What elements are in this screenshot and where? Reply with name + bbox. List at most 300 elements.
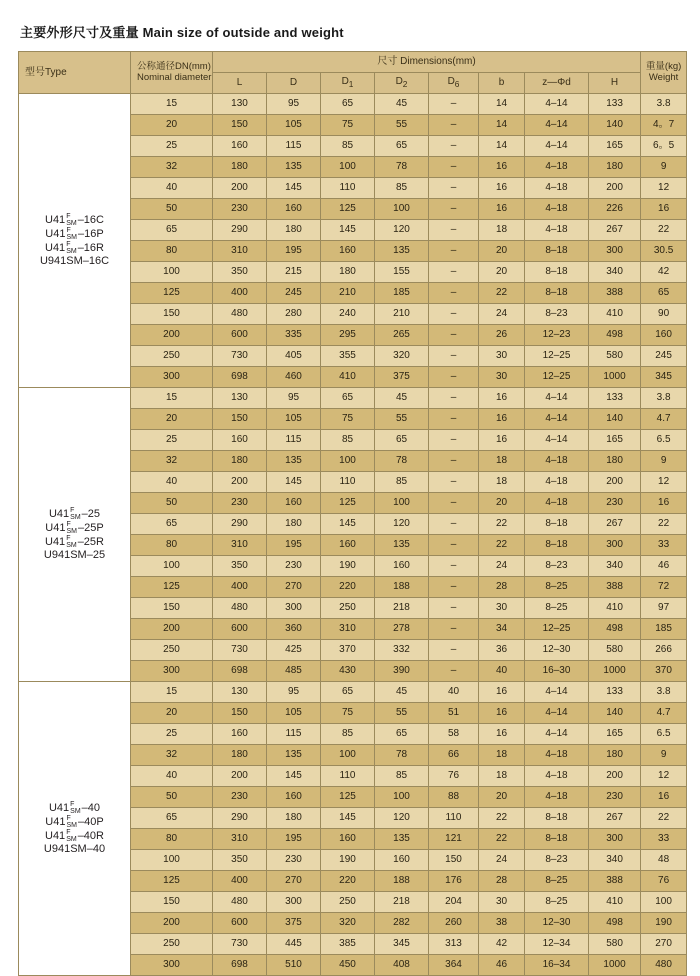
cell-value: –: [429, 472, 479, 493]
cell-value: 22: [641, 220, 687, 241]
cell-value: 125: [321, 493, 375, 514]
cell-nominal-diameter: 50: [131, 787, 213, 808]
cell-value: 16: [479, 409, 525, 430]
cell-value: 345: [375, 934, 429, 955]
cell-value: 600: [213, 619, 267, 640]
cell-value: 65: [375, 430, 429, 451]
cell-value: 190: [321, 850, 375, 871]
type-cell: [19, 388, 131, 682]
cell-nominal-diameter: 20: [131, 409, 213, 430]
cell-value: 16: [641, 493, 687, 514]
cell-value: 65: [375, 136, 429, 157]
cell-value: 145: [321, 808, 375, 829]
cell-value: 90: [641, 304, 687, 325]
cell-value: 180: [589, 745, 641, 766]
type-label: U941SM–16C: [39, 255, 110, 268]
cell-nominal-diameter: 250: [131, 640, 213, 661]
cell-value: –: [429, 556, 479, 577]
cell-value: 375: [375, 367, 429, 388]
cell-value: 4–14: [525, 136, 589, 157]
cell-nominal-diameter: 150: [131, 598, 213, 619]
cell-nominal-diameter: 100: [131, 850, 213, 871]
cell-value: 140: [589, 409, 641, 430]
cell-value: 730: [213, 934, 267, 955]
cell-value: 8–25: [525, 598, 589, 619]
cell-value: 4–18: [525, 178, 589, 199]
cell-value: 12–25: [525, 367, 589, 388]
cell-value: 33: [641, 535, 687, 556]
cell-nominal-diameter: 200: [131, 619, 213, 640]
cell-value: 180: [213, 157, 267, 178]
cell-value: 204: [429, 892, 479, 913]
cell-value: 267: [589, 514, 641, 535]
type-label: U41 F SM –40R: [45, 829, 104, 844]
cell-value: 100: [375, 787, 429, 808]
cell-value: 88: [429, 787, 479, 808]
cell-value: 270: [267, 577, 321, 598]
cell-value: 350: [213, 262, 267, 283]
cell-value: 267: [589, 220, 641, 241]
cell-value: 195: [267, 535, 321, 556]
cell-value: 250: [321, 598, 375, 619]
cell-value: 200: [589, 178, 641, 199]
cell-value: 1000: [589, 955, 641, 976]
cell-value: 4.7: [641, 703, 687, 724]
cell-value: 425: [267, 640, 321, 661]
cell-value: 200: [213, 178, 267, 199]
cell-value: 121: [429, 829, 479, 850]
cell-value: 8–18: [525, 808, 589, 829]
cell-value: 176: [429, 871, 479, 892]
cell-value: 3.8: [641, 94, 687, 115]
cell-value: 332: [375, 640, 429, 661]
cell-value: 400: [213, 577, 267, 598]
cell-value: 145: [267, 766, 321, 787]
cell-value: 405: [267, 346, 321, 367]
cell-value: 300: [267, 892, 321, 913]
cell-value: 445: [267, 934, 321, 955]
cell-value: 20: [479, 787, 525, 808]
cell-value: 210: [375, 304, 429, 325]
cell-value: 310: [213, 829, 267, 850]
cell-value: 105: [267, 115, 321, 136]
cell-value: 42: [641, 262, 687, 283]
cell-value: 145: [267, 178, 321, 199]
cell-value: 8–23: [525, 556, 589, 577]
cell-value: 290: [213, 220, 267, 241]
cell-nominal-diameter: 250: [131, 934, 213, 955]
cell-value: 160: [267, 199, 321, 220]
cell-value: 8–18: [525, 535, 589, 556]
cell-value: 4–18: [525, 745, 589, 766]
cell-value: 22: [479, 829, 525, 850]
cell-value: 16: [479, 682, 525, 703]
cell-value: 100: [641, 892, 687, 913]
cell-value: 55: [375, 409, 429, 430]
cell-value: 135: [375, 535, 429, 556]
cell-nominal-diameter: 80: [131, 535, 213, 556]
cell-value: 16–34: [525, 955, 589, 976]
cell-value: 24: [479, 556, 525, 577]
table-body: [19, 94, 687, 976]
cell-value: 8–18: [525, 262, 589, 283]
cell-value: 22: [479, 535, 525, 556]
cell-value: 16: [479, 703, 525, 724]
cell-nominal-diameter: 32: [131, 157, 213, 178]
cell-value: 110: [321, 178, 375, 199]
cell-value: 46: [479, 955, 525, 976]
cell-value: 28: [479, 871, 525, 892]
cell-value: 180: [213, 745, 267, 766]
cell-value: 30: [479, 598, 525, 619]
cell-value: 730: [213, 640, 267, 661]
cell-value: 300: [589, 241, 641, 262]
cell-value: 165: [589, 430, 641, 451]
header-col-D6: $D_6$: [429, 73, 479, 94]
cell-value: 8–23: [525, 304, 589, 325]
cell-nominal-diameter: 80: [131, 829, 213, 850]
cell-value: –: [429, 535, 479, 556]
cell-value: 40: [479, 661, 525, 682]
cell-value: 145: [321, 220, 375, 241]
cell-value: 95: [267, 682, 321, 703]
cell-nominal-diameter: 40: [131, 766, 213, 787]
type-label: U41 F SM –40P: [45, 815, 104, 830]
cell-value: 76: [429, 766, 479, 787]
cell-value: 65: [641, 283, 687, 304]
cell-value: 155: [375, 262, 429, 283]
type-label: U41 F SM –16C: [45, 213, 104, 228]
cell-value: 22: [479, 283, 525, 304]
cell-value: 14: [479, 115, 525, 136]
cell-value: 430: [321, 661, 375, 682]
cell-value: 85: [321, 430, 375, 451]
type-label: U41 F SM –16P: [45, 227, 104, 242]
cell-value: 180: [321, 262, 375, 283]
cell-value: 160: [321, 241, 375, 262]
cell-value: 698: [213, 955, 267, 976]
cell-value: 218: [375, 892, 429, 913]
cell-value: 510: [267, 955, 321, 976]
header-weight-en: Weight: [648, 71, 679, 83]
cell-value: 460: [267, 367, 321, 388]
cell-value: 16: [479, 388, 525, 409]
cell-value: 133: [589, 682, 641, 703]
cell-value: 20: [479, 493, 525, 514]
cell-value: 110: [321, 766, 375, 787]
cell-value: 4–18: [525, 157, 589, 178]
cell-value: 100: [321, 157, 375, 178]
cell-value: 76: [641, 871, 687, 892]
cell-value: 290: [213, 514, 267, 535]
cell-value: 282: [375, 913, 429, 934]
cell-value: 16: [479, 157, 525, 178]
cell-value: 46: [641, 556, 687, 577]
cell-value: 4–14: [525, 682, 589, 703]
cell-value: 340: [589, 556, 641, 577]
cell-value: 115: [267, 136, 321, 157]
cell-value: 51: [429, 703, 479, 724]
cell-value: 150: [213, 115, 267, 136]
cell-nominal-diameter: 15: [131, 682, 213, 703]
cell-value: 34: [479, 619, 525, 640]
cell-value: 78: [375, 157, 429, 178]
cell-value: 75: [321, 115, 375, 136]
cell-value: 12: [641, 766, 687, 787]
cell-nominal-diameter: 25: [131, 430, 213, 451]
cell-value: –: [429, 136, 479, 157]
cell-value: 180: [267, 514, 321, 535]
cell-value: 160: [375, 850, 429, 871]
cell-value: 75: [321, 409, 375, 430]
cell-value: 4–14: [525, 724, 589, 745]
cell-value: 85: [375, 472, 429, 493]
cell-value: 375: [267, 913, 321, 934]
header-col-D2: $D_2$: [375, 73, 429, 94]
cell-value: 120: [375, 808, 429, 829]
cell-nominal-diameter: 125: [131, 577, 213, 598]
cell-value: 390: [375, 661, 429, 682]
cell-nominal-diameter: 65: [131, 514, 213, 535]
cell-value: –: [429, 577, 479, 598]
cell-value: 300: [589, 829, 641, 850]
cell-nominal-diameter: 65: [131, 220, 213, 241]
cell-value: 350: [213, 556, 267, 577]
cell-value: 480: [213, 304, 267, 325]
cell-value: 40: [429, 682, 479, 703]
cell-value: 400: [213, 871, 267, 892]
cell-value: 230: [589, 787, 641, 808]
cell-value: 4–14: [525, 430, 589, 451]
header-col-zphid: z—Φd: [525, 73, 589, 94]
cell-nominal-diameter: 200: [131, 913, 213, 934]
cell-value: 220: [321, 871, 375, 892]
cell-value: 4–18: [525, 451, 589, 472]
cell-value: 698: [213, 661, 267, 682]
cell-value: 195: [267, 241, 321, 262]
cell-value: 4–18: [525, 787, 589, 808]
cell-value: 24: [479, 850, 525, 871]
cell-value: 85: [375, 766, 429, 787]
cell-value: 290: [213, 808, 267, 829]
cell-value: 188: [375, 577, 429, 598]
cell-value: –: [429, 493, 479, 514]
cell-value: 8–18: [525, 241, 589, 262]
cell-value: 400: [213, 283, 267, 304]
cell-value: 150: [213, 409, 267, 430]
cell-value: 125: [321, 787, 375, 808]
cell-value: 240: [321, 304, 375, 325]
cell-value: 4–14: [525, 409, 589, 430]
cell-value: 4。7: [641, 115, 687, 136]
cell-value: 120: [375, 220, 429, 241]
cell-value: 120: [375, 514, 429, 535]
cell-value: 145: [267, 472, 321, 493]
cell-value: 498: [589, 619, 641, 640]
cell-value: 6。5: [641, 136, 687, 157]
cell-value: 370: [321, 640, 375, 661]
cell-value: 160: [375, 556, 429, 577]
cell-value: 18: [479, 451, 525, 472]
cell-value: 95: [267, 94, 321, 115]
type-label: U941SM–40: [43, 843, 106, 856]
cell-value: 345: [641, 367, 687, 388]
cell-value: 230: [267, 556, 321, 577]
type-label: U41 F SM –25R: [45, 535, 104, 550]
cell-nominal-diameter: 32: [131, 745, 213, 766]
cell-value: 200: [589, 766, 641, 787]
cell-value: 12–30: [525, 913, 589, 934]
type-label: U41 F SM –25: [48, 507, 101, 522]
cell-value: 16: [479, 199, 525, 220]
cell-value: 135: [267, 157, 321, 178]
cell-value: 85: [321, 136, 375, 157]
cell-value: 410: [589, 304, 641, 325]
cell-value: 14: [479, 94, 525, 115]
cell-value: 65: [375, 724, 429, 745]
cell-value: 8–18: [525, 283, 589, 304]
header-type: 型号Type: [19, 52, 131, 94]
cell-nominal-diameter: 20: [131, 703, 213, 724]
cell-value: 4–14: [525, 94, 589, 115]
cell-value: 3.8: [641, 682, 687, 703]
cell-nominal-diameter: 150: [131, 304, 213, 325]
cell-nominal-diameter: 200: [131, 325, 213, 346]
cell-nominal-diameter: 80: [131, 241, 213, 262]
cell-value: 33: [641, 829, 687, 850]
cell-value: 115: [267, 430, 321, 451]
cell-value: 188: [375, 871, 429, 892]
cell-value: 12–23: [525, 325, 589, 346]
cell-value: 270: [267, 871, 321, 892]
cell-value: 245: [267, 283, 321, 304]
cell-value: –: [429, 220, 479, 241]
cell-value: 300: [267, 598, 321, 619]
cell-value: 95: [267, 388, 321, 409]
cell-value: 133: [589, 388, 641, 409]
cell-value: 100: [375, 493, 429, 514]
cell-value: 485: [267, 661, 321, 682]
cell-value: 12–30: [525, 640, 589, 661]
cell-value: 85: [321, 724, 375, 745]
cell-value: 12–34: [525, 934, 589, 955]
cell-value: 410: [589, 892, 641, 913]
cell-value: 75: [321, 703, 375, 724]
cell-value: 350: [213, 850, 267, 871]
cell-value: 388: [589, 283, 641, 304]
cell-value: 410: [589, 598, 641, 619]
cell-value: 72: [641, 577, 687, 598]
cell-value: 9: [641, 451, 687, 472]
cell-value: 30: [479, 346, 525, 367]
cell-value: 97: [641, 598, 687, 619]
cell-value: 180: [589, 451, 641, 472]
cell-value: 12: [641, 472, 687, 493]
cell-value: 230: [213, 493, 267, 514]
cell-value: 280: [267, 304, 321, 325]
cell-value: –: [429, 157, 479, 178]
cell-value: 185: [641, 619, 687, 640]
cell-value: 364: [429, 955, 479, 976]
cell-value: 410: [321, 367, 375, 388]
cell-value: –: [429, 598, 479, 619]
table-row: [19, 682, 687, 703]
cell-value: 22: [479, 514, 525, 535]
header-col-b: b: [479, 73, 525, 94]
cell-value: 6.5: [641, 430, 687, 451]
cell-nominal-diameter: 40: [131, 178, 213, 199]
cell-value: 165: [589, 724, 641, 745]
cell-value: 270: [641, 934, 687, 955]
cell-value: 125: [321, 199, 375, 220]
cell-value: 220: [321, 577, 375, 598]
cell-value: 730: [213, 346, 267, 367]
cell-value: 30: [479, 367, 525, 388]
cell-nominal-diameter: 300: [131, 367, 213, 388]
type-cell: [19, 682, 131, 976]
cell-value: –: [429, 514, 479, 535]
cell-nominal-diameter: 15: [131, 388, 213, 409]
cell-value: 110: [429, 808, 479, 829]
cell-value: 55: [375, 115, 429, 136]
page-title: 主要外形尺寸及重量 Main size of outside and weight: [20, 25, 344, 40]
cell-nominal-diameter: 50: [131, 493, 213, 514]
cell-value: 30: [479, 892, 525, 913]
cell-value: 230: [267, 850, 321, 871]
header-col-L: L: [213, 73, 267, 94]
cell-value: 180: [267, 220, 321, 241]
cell-nominal-diameter: 20: [131, 115, 213, 136]
cell-value: 260: [429, 913, 479, 934]
cell-value: –: [429, 367, 479, 388]
cell-value: 160: [267, 787, 321, 808]
cell-value: 1000: [589, 661, 641, 682]
cell-value: 320: [375, 346, 429, 367]
cell-value: 58: [429, 724, 479, 745]
cell-value: 65: [321, 94, 375, 115]
cell-value: –: [429, 199, 479, 220]
cell-value: 65: [321, 682, 375, 703]
cell-value: 8–25: [525, 892, 589, 913]
cell-value: 200: [213, 472, 267, 493]
cell-value: 160: [213, 724, 267, 745]
type-label: U941SM–25: [43, 549, 106, 562]
cell-value: –: [429, 304, 479, 325]
cell-value: 340: [589, 262, 641, 283]
cell-value: –: [429, 178, 479, 199]
cell-value: 180: [267, 808, 321, 829]
cell-value: 65: [321, 388, 375, 409]
type-label: U41 F SM –16R: [45, 241, 104, 256]
cell-value: 145: [321, 514, 375, 535]
cell-value: –: [429, 451, 479, 472]
cell-nominal-diameter: 40: [131, 472, 213, 493]
cell-value: 16: [479, 430, 525, 451]
cell-value: 9: [641, 157, 687, 178]
cell-value: 130: [213, 388, 267, 409]
cell-value: 8–25: [525, 871, 589, 892]
cell-value: 100: [375, 199, 429, 220]
cell-value: 18: [479, 472, 525, 493]
cell-value: –: [429, 430, 479, 451]
cell-value: 135: [267, 451, 321, 472]
header-weight: [641, 52, 687, 94]
cell-value: 100: [321, 451, 375, 472]
type-cell: [19, 94, 131, 388]
table-row: [19, 388, 687, 409]
cell-value: 408: [375, 955, 429, 976]
cell-value: 18: [479, 745, 525, 766]
